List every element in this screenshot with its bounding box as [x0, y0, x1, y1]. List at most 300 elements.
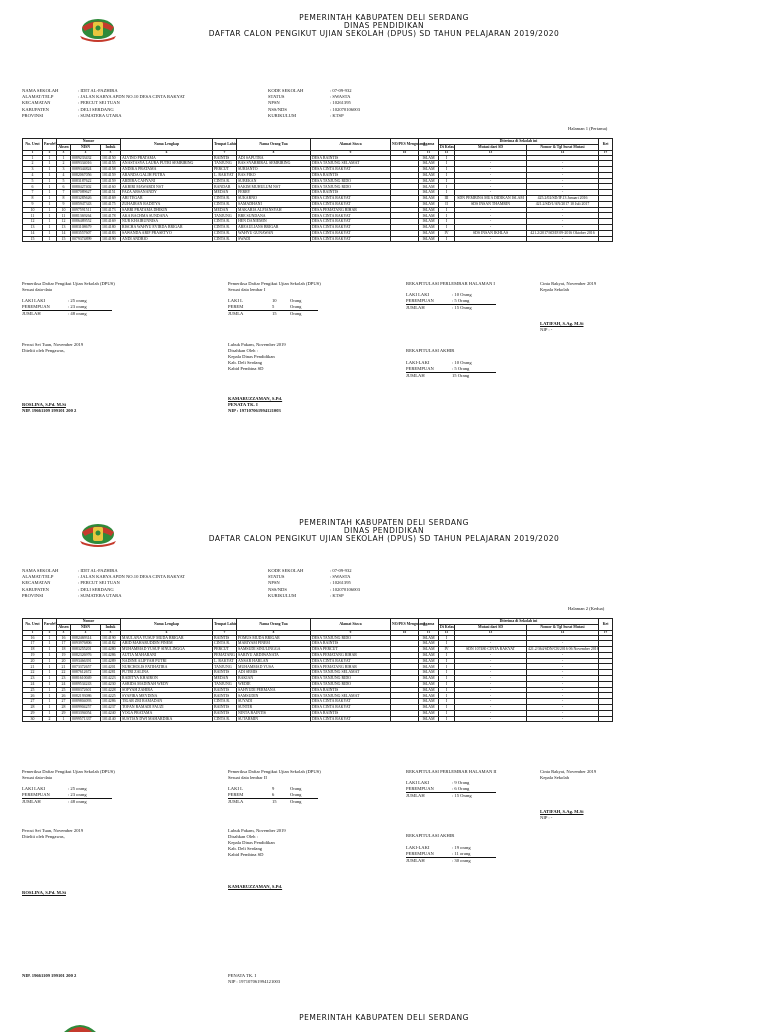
summary-value: : 15 Orang: [452, 793, 472, 798]
table-cell: 1: [43, 201, 57, 207]
table-cell: 0087612672: [71, 670, 101, 676]
table-cell: 1: [43, 699, 57, 705]
table-cell: 1: [57, 155, 71, 161]
col-header-no: No. Urut: [23, 619, 43, 631]
table-cell: -: [527, 225, 599, 231]
info-label: PROVINSI: [22, 592, 44, 598]
table-cell: 10: [57, 207, 71, 213]
rekap-akhir: [406, 348, 496, 379]
table-cell: 1014150: [101, 155, 121, 161]
table-cell: I: [439, 716, 455, 722]
table-cell: 0079374899: [71, 236, 101, 242]
table-cell: 0083255201: [71, 647, 101, 653]
info-label: NAMA SEKOLAH: [22, 568, 59, 573]
table-cell: -: [455, 658, 527, 664]
signature-text: Kepala Sekolah: [540, 287, 569, 292]
table-cell: 1: [43, 213, 57, 219]
summary-lembar: [228, 769, 321, 805]
table-cell: I: [439, 190, 455, 196]
table-cell: FAZA ABSANANDY: [121, 190, 213, 196]
rekap-akhir: [406, 833, 496, 864]
column-number: 11: [419, 630, 439, 635]
table-cell: ISLAM: [419, 647, 439, 653]
summary-pemeriksa: [22, 281, 115, 317]
table-cell: -: [455, 664, 527, 670]
table-cell: SYAFIRA MEYDINA: [121, 693, 213, 699]
info-label: KECAMATAN: [22, 100, 51, 106]
table-cell: ISLAM: [419, 664, 439, 670]
summary-label: JUMLAH: [406, 793, 425, 798]
signature-text: Kabid Pembina SD: [228, 366, 264, 371]
school-info-left: [22, 88, 185, 119]
table-cell: -: [455, 681, 527, 687]
table-cell: DESA BAINTIS: [311, 190, 391, 196]
signature-text: Percut Sei Tuan, November 2019: [22, 828, 84, 833]
col-header-paralel: Paralel: [43, 619, 57, 631]
table-cell: 27: [57, 699, 71, 705]
signature-text: Kab. Deli Serdang: [228, 360, 263, 365]
column-number: 2: [43, 630, 57, 635]
table-cell: BAINTIS: [213, 693, 237, 699]
col-header-induk: Induk: [101, 624, 121, 630]
table-cell: II: [439, 201, 455, 207]
table-cell: -: [455, 693, 527, 699]
table-cell: 22: [57, 670, 71, 676]
col-header-nomor-sk: Nomor & Tgl Surat Mutasi: [527, 144, 599, 150]
table-cell: CINTA R.: [213, 716, 237, 722]
col-header-ket: Ket: [599, 619, 613, 631]
table-cell: 14: [57, 230, 71, 236]
table-cell: -: [455, 716, 527, 722]
table-cell: -: [455, 213, 527, 219]
table-cell: 1014183: [101, 230, 121, 236]
summary-value: : 48 orang: [68, 799, 87, 804]
table-cell: RADITYA KHAIRON: [121, 676, 213, 682]
table-cell: I: [439, 652, 455, 658]
table-cell: 15: [23, 236, 43, 242]
table-cell: ISLAM: [419, 167, 439, 173]
table-cell: ABI TEGAR: [121, 196, 213, 202]
table-cell: NUR KHAIRUNNISA: [121, 219, 213, 225]
info-label: ALAMAT/TELP: [22, 94, 54, 100]
table-cell: I: [439, 184, 455, 190]
summary-value: : 5 Orang: [452, 366, 470, 371]
table-cell: 1014175: [101, 201, 121, 207]
table-cell: DESA TANJUNG RIDO: [311, 635, 391, 641]
table-cell: SUSTIAN DWI MAHARDIKA: [121, 716, 213, 722]
summary-label: LAKI LAKI: [406, 292, 430, 297]
table-cell: 19: [23, 652, 43, 658]
table-cell: 1014178: [101, 213, 121, 219]
table-cell: DESA CINTA RAKYAT: [311, 705, 391, 711]
table-cell: 1014237: [101, 705, 121, 711]
table-cell: BAINTIS: [213, 705, 237, 711]
table-cell: 0083285626: [71, 196, 101, 202]
summary-rekap-halaman: [406, 769, 496, 799]
table-cell: SDS INSAN THAMRIN: [455, 201, 527, 207]
table-cell: PERCUT: [213, 167, 237, 173]
table-cell: 3: [57, 167, 71, 173]
table-cell: -: [455, 184, 527, 190]
summary-lembar: [228, 281, 321, 317]
table-cell: -: [455, 641, 527, 647]
table-cell: I: [439, 664, 455, 670]
table-cell: 1014182: [101, 641, 121, 647]
table-cell: DESA CINTA RAKYAT: [311, 225, 391, 231]
table-cell: 1: [43, 172, 57, 178]
summary-unit: Orang: [290, 799, 302, 804]
table-cell: MAKARIA ALFIANSYAH: [237, 207, 311, 213]
summary-value: : 25 orang: [68, 298, 87, 303]
col-header-tempat: Tempat Lahir: [213, 139, 237, 151]
table-cell: 1: [43, 652, 57, 658]
table-cell: 0080427402: [71, 184, 101, 190]
table-cell: BBE SUNDANA: [237, 213, 311, 219]
table-cell: HEN DANIEMIN: [237, 219, 311, 225]
table-cell: 12: [57, 219, 71, 225]
table-cell: 1014230: [101, 681, 121, 687]
table-cell: 1: [43, 658, 57, 664]
info-value: : SWASTA: [330, 94, 351, 100]
table-cell: DESA CINTA RAKYAT: [311, 236, 391, 242]
table-cell: -: [527, 716, 599, 722]
table-cell: ISLAM: [419, 161, 439, 167]
table-cell: 25: [57, 687, 71, 693]
table-cell: MUHAMMAD YUSUF SINULINGGA: [121, 647, 213, 653]
table-cell: BAS FIKO: [237, 172, 311, 178]
table-cell: 1014159: [101, 172, 121, 178]
info-label: KODE SEKOLAH: [268, 88, 304, 93]
table-cell: BAKIAN: [237, 676, 311, 682]
table-cell: 1: [43, 670, 57, 676]
table-cell: -: [527, 161, 599, 167]
table-cell: 1: [43, 178, 57, 184]
table-cell: 3: [23, 167, 43, 173]
table-cell: I: [439, 658, 455, 664]
table-cell: 1014140: [101, 716, 121, 722]
summary-title: REKAPITULASI AKHIR: [406, 348, 455, 353]
table-cell: 1014159: [101, 178, 121, 184]
signature-name: LATIFAH, S.Ag. M.Si: [540, 321, 584, 326]
info-value: : 10261395: [330, 100, 351, 106]
col-header-kelas: Di Kelas: [440, 625, 454, 630]
summary-title: REKAPITULASI PERLEMBAR HALAMAN I: [406, 281, 495, 286]
table-cell: [599, 236, 613, 242]
info-value: : SUMATERA UTARA: [78, 592, 122, 598]
table-cell: -: [527, 172, 599, 178]
table-cell: 1: [43, 664, 57, 670]
table-cell: 1: [43, 155, 57, 161]
signature-rank: PENATA TK. I: [228, 402, 258, 407]
column-number: 3: [57, 630, 71, 635]
table-cell: SARIYU ARDIWANATA: [237, 652, 311, 658]
summary-label: LAKI L: [228, 298, 243, 303]
table-cell: 9: [57, 201, 71, 207]
table-cell: AKBIRI MAWARDI NST: [121, 184, 213, 190]
table-cell: I: [439, 705, 455, 711]
table-cell: CINTA R.: [213, 178, 237, 184]
table-cell: 0097591511: [71, 207, 101, 213]
col-header-induk: Induk: [101, 144, 121, 150]
table-cell: TANJUNG: [213, 161, 237, 167]
signature-text: Diteliti oleh Pengawas,: [22, 348, 65, 353]
table-cell: III: [439, 196, 455, 202]
summary-label: JUMLAH: [22, 311, 41, 316]
column-number: 10: [391, 150, 419, 155]
table-cell: -: [455, 710, 527, 716]
table-cell: I: [439, 693, 455, 699]
summary-value: : 19 orang: [452, 845, 471, 850]
header-line-1: PEMERINTAH KABUPATEN DELI SERDANG: [299, 518, 469, 527]
table-cell: -: [455, 687, 527, 693]
table-cell: ALVINO PRATAMA: [121, 155, 213, 161]
summary-value: 15: [272, 311, 277, 316]
student-table: [22, 618, 613, 722]
table-cell: 20: [57, 658, 71, 664]
column-number: 12: [439, 150, 455, 155]
table-cell: BAINTIS: [213, 710, 237, 716]
signature-text: Disahkan Oleh :: [228, 834, 258, 839]
table-cell: ZUHAIRAN RADITYA: [121, 201, 213, 207]
table-cell: I: [439, 676, 455, 682]
table-cell: 5: [57, 178, 71, 184]
pengawas-nip: NIP. 19661109 199101 200 2: [22, 973, 77, 978]
table-cell: 21: [23, 664, 43, 670]
summary-value: : 11 orang: [452, 851, 471, 856]
header-line-3: DAFTAR CALON PENGIKUT UJIAN SEKOLAH (DPUS) SD TAHUN PELAJARAN 2019/2020: [208, 29, 560, 38]
table-cell: I: [439, 670, 455, 676]
table-cell: 7: [23, 190, 43, 196]
summary-label: PEREM: [228, 792, 244, 797]
table-cell: -: [527, 710, 599, 716]
table-cell: 22: [23, 670, 43, 676]
summary-value: 15: [272, 799, 277, 804]
column-number: 9: [311, 150, 391, 155]
table-cell: -: [455, 670, 527, 676]
table-cell: 1014169: [101, 196, 121, 202]
table-cell: 1: [23, 155, 43, 161]
table-cell: ANSAR HARLAN: [237, 658, 311, 664]
info-label: STATUS: [268, 574, 285, 580]
table-cell: 28: [57, 705, 71, 711]
table-cell: 0089804093: [71, 699, 101, 705]
table-cell: DESA TANJUNG RIDO: [311, 178, 391, 184]
info-label: NPSN: [268, 100, 280, 106]
summary-value: 9: [272, 786, 275, 791]
table-cell: 0083187622: [71, 178, 101, 184]
col-header-diterima: Diterima di Sekolah ini: [439, 139, 599, 145]
table-cell: I: [439, 178, 455, 184]
summary-label: JUMLAH: [406, 858, 425, 863]
summary-text: Pemeriksa Daftar Pengikut Ujian Sekolah (DPUS): [22, 769, 115, 774]
summary-label: PEREMPUAN: [406, 786, 434, 791]
table-cell: 1014160: [101, 184, 121, 190]
info-value: : 07-09-932: [330, 88, 352, 93]
page-header: [0, 0, 768, 42]
table-cell: 16: [23, 635, 43, 641]
table-cell: ANASTASYA LAURA PUTRI SEMBIRING: [121, 161, 213, 167]
table-cell: 0083108679: [71, 225, 101, 231]
table-cell: 24: [57, 681, 71, 687]
table-cell: ABID MAHARUDDIN PINEM: [121, 641, 213, 647]
table-cell: DESA BAINTIS: [311, 641, 391, 647]
table-cell: ANDI ANDRIO: [121, 236, 213, 242]
table-cell: -: [527, 658, 599, 664]
info-value: : 102070106003: [330, 106, 360, 112]
table-cell: 1: [43, 687, 57, 693]
column-number: 4: [71, 150, 101, 155]
table-cell: ISLAM: [419, 230, 439, 236]
table-cell: 16: [57, 635, 71, 641]
summary-title: REKAPITULASI AKHIR: [406, 833, 455, 838]
table-cell: 421.2/SD/1/AN/2017 10 Juli 2017: [527, 201, 599, 207]
header-line-2: DINAS PENDIDIKAN: [343, 21, 425, 30]
signature-text: Kabid Pembina SD: [228, 852, 264, 857]
info-label: KABUPATEN: [22, 586, 49, 592]
summary-value: 5: [272, 304, 275, 309]
table-cell: ADI SAPUTRA: [237, 155, 311, 161]
table-cell: SDS INSAN IKHLAS: [455, 230, 527, 236]
column-number: 12: [439, 630, 455, 635]
table-cell: 1014201: [101, 664, 121, 670]
table-cell: ISLAM: [419, 172, 439, 178]
summary-label: JUMLAH: [406, 373, 425, 378]
table-cell: 4: [57, 172, 71, 178]
table-cell: 1014158: [101, 167, 121, 173]
info-label: KECAMATAN: [22, 580, 51, 586]
table-cell: 0083394054: [71, 710, 101, 716]
col-header-agama: Agama: [419, 139, 439, 151]
page-number-label: Halaman 1 (Pertama): [568, 126, 608, 131]
table-cell: BANDAR: [213, 184, 237, 190]
table-cell: 1014173: [101, 207, 121, 213]
col-header-nomor-sk: Nomor & Tgl Surat Mutasi: [527, 624, 599, 630]
info-label: KODE SEKOLAH: [268, 568, 304, 573]
table-cell: WEDIE: [237, 681, 311, 687]
table-cell: -: [455, 225, 527, 231]
table-cell: TANJUNG: [213, 664, 237, 670]
table-cell: 17: [23, 641, 43, 647]
table-cell: ISLAM: [419, 178, 439, 184]
table-cell: 11: [23, 213, 43, 219]
info-label: NSS/NDS: [268, 106, 287, 112]
table-cell: I: [439, 635, 455, 641]
table-cell: YOGA PRATAMA: [121, 710, 213, 716]
table-cell: 8: [23, 196, 43, 202]
info-label: ALAMAT/TELP: [22, 574, 54, 580]
info-value: : SUMATERA UTARA: [78, 112, 122, 118]
table-cell: 1: [43, 219, 57, 225]
table-cell: 0089344824: [71, 167, 101, 173]
table-cell: DESA BAINTIS: [311, 172, 391, 178]
table-cell: -: [527, 213, 599, 219]
table-cell: 1014286: [101, 699, 121, 705]
table-cell: L. RAKYAT: [213, 172, 237, 178]
school-info-left: [22, 568, 185, 599]
table-cell: -: [455, 236, 527, 242]
col-header-ortu: Nama Orang Tua: [237, 619, 311, 631]
table-cell: 27: [23, 699, 43, 705]
signature-nip: NIP : -: [540, 327, 553, 332]
table-cell: 0087089627: [71, 190, 101, 196]
table-cell: ARDIBA CAHYANI: [121, 178, 213, 184]
summary-label: PEREMPUAN: [406, 366, 434, 371]
table-cell: DESA CINTA RAKYAT: [311, 201, 391, 207]
kepala-sekolah-signature: [540, 769, 596, 821]
table-cell: I: [439, 681, 455, 687]
table-cell: MUHAMMAD YUSA: [237, 664, 311, 670]
table-cell: SAHYUDI PERMANA: [237, 687, 311, 693]
pengawas-signature: [22, 828, 83, 896]
table-cell: 2: [57, 161, 71, 167]
table-cell: -: [455, 676, 527, 682]
summary-unit: Orang: [290, 298, 302, 303]
table-cell: 5: [23, 178, 43, 184]
table-cell: -: [527, 207, 599, 213]
table-cell: 1: [43, 167, 57, 173]
table-cell: -: [455, 190, 527, 196]
kabid-signature: [228, 828, 286, 890]
info-value: : KTSP: [330, 112, 344, 118]
info-label: PROVINSI: [22, 112, 44, 118]
table-cell: 0085947343: [71, 201, 101, 207]
table-cell: PUTRI ZALINA: [121, 670, 213, 676]
table-cell: -: [455, 167, 527, 173]
table-cell: CINTA R.: [213, 699, 237, 705]
signature-text: Lubuk Pakam, November 2019: [228, 828, 286, 833]
table-cell: 1014169: [101, 219, 121, 225]
table-cell: CINTA R.: [213, 641, 237, 647]
table-cell: SAMADHANI: [237, 201, 311, 207]
info-value: : PERCUT SEI TUAN: [78, 580, 120, 586]
summary-value: : 5 Orang: [452, 298, 470, 303]
info-value: : JALAN KARYA APDN NO.10 DESA CINTA RAKYAT: [78, 574, 186, 580]
table-cell: 2: [43, 716, 57, 722]
signature-text: Percut Sei Tuan, November 2019: [22, 342, 84, 347]
pengawas-signature: [22, 342, 83, 414]
table-cell: DESA BAINTIS: [311, 687, 391, 693]
table-cell: 30: [23, 716, 43, 722]
table-cell: DESA PERCUT: [311, 647, 391, 653]
table-cell: FERRY: [237, 190, 311, 196]
col-header-nisn: NISN: [71, 144, 101, 150]
table-cell: 28: [23, 705, 43, 711]
kepala-sekolah-signature: [540, 281, 596, 333]
table-cell: -: [527, 705, 599, 711]
table-cell: SAMSUDIN: [237, 693, 311, 699]
signature-nip: NIP : 197107061994121003: [228, 408, 281, 413]
summary-label: LAKI L: [228, 786, 243, 791]
summary-label: LAKI LAKI: [22, 298, 46, 303]
table-cell: DESA CINTA RAKYAT: [311, 658, 391, 664]
summary-unit: Orang: [290, 792, 302, 797]
table-cell: 1014280: [101, 647, 121, 653]
table-cell: -: [527, 178, 599, 184]
column-number: 4: [71, 630, 101, 635]
summary-label: LAKI-LAKI: [406, 360, 430, 365]
table-cell: TANJUNG: [213, 213, 237, 219]
summary-unit: Orang: [290, 786, 302, 791]
table-cell: PERCUT: [213, 647, 237, 653]
summary-label: JUMLA: [228, 311, 244, 316]
table-cell: FOMUS MUDA BRIGAR: [237, 635, 311, 641]
table-cell: 421.2/364/SDN/CR/2016 06 November 2016: [528, 647, 599, 652]
summary-label: PEREM: [228, 304, 244, 309]
table-cell: 23: [57, 676, 71, 682]
summary-text: Pemeriksa Daftar Pengikut Ujian Sekolah (DPUS): [228, 769, 321, 774]
summary-value: : 6 Orang: [452, 786, 470, 791]
table-cell: ISLAM: [419, 219, 439, 225]
